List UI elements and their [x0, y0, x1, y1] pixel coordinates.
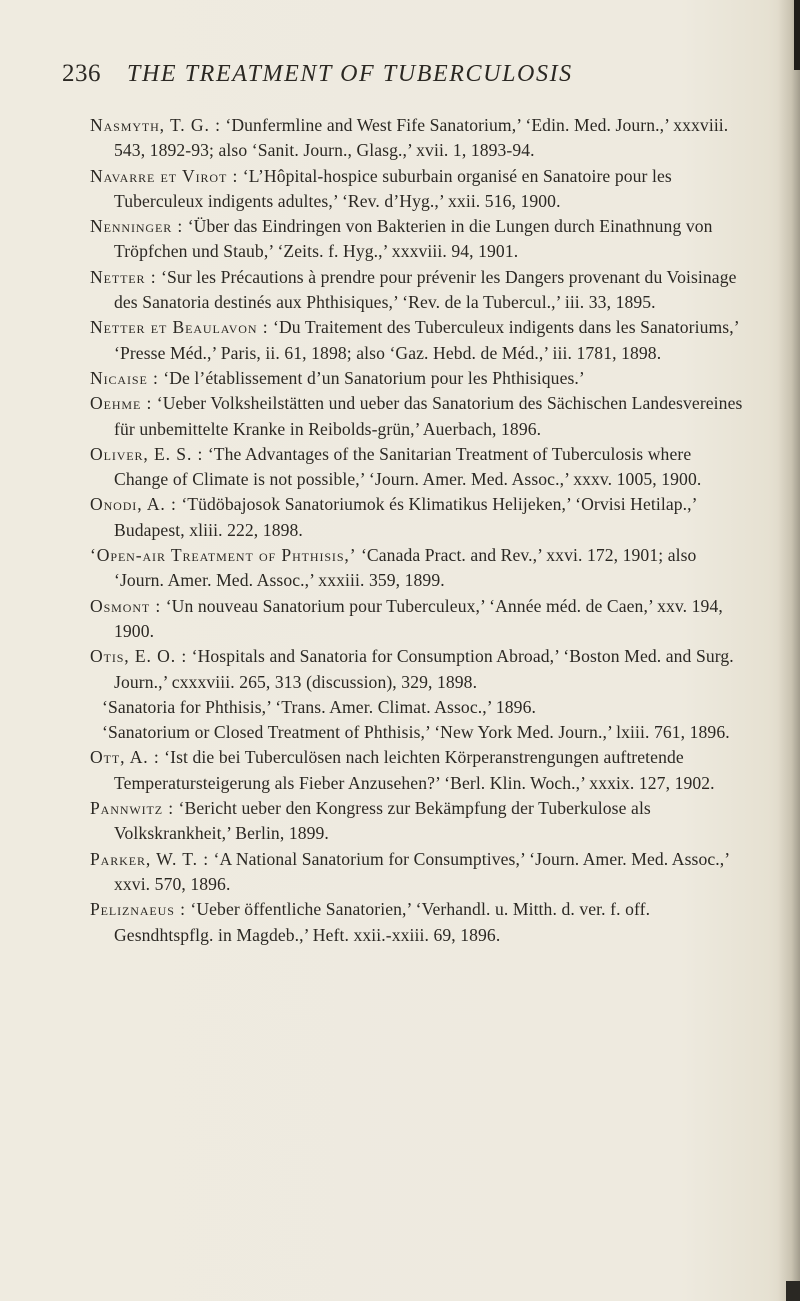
running-head: THE TREATMENT OF TUBERCULOSIS — [127, 61, 573, 87]
bibliography-entry — [90, 644, 750, 695]
entry-reference: ‘Hospitals and Sanatoria for Consumption Abroad,’ ‘Boston Med. and Surg. Journ.,’ cxxxviii. 265, 313 (discussion), 329, 1898. — [114, 646, 734, 692]
entry-reference: ‘Ueber Volksheilstätten und ueber das Sanatorium des Sächischen Landesvereines für unbemittelte Kranke in Reibolds-grün,’ Auerbach, 1896. — [114, 393, 743, 439]
entry-reference: ‘Du Traitement des Tuberculeux indigents dans les Sanatoriums,’ ‘Presse Méd.,’ Paris, ii. 61, 1898; also ‘Gaz. Hebd. de Méd.,’ iii. 1781, 1898. — [114, 317, 739, 363]
entry-author: Ott, A. : — [90, 747, 160, 768]
entry-reference: ‘Sanatorium or Closed Treatment of Phthisis,’ ‘New York Med. Journ.,’ lxiii. 761, 1896. — [102, 722, 730, 743]
entry-author: Otis, E. O. : — [90, 646, 188, 667]
bibliography-entry — [90, 214, 750, 265]
entry-reference: ‘Über das Eindringen von Bakterien in die Lungen durch Einathnung von Tröpfchen und Staub,’ ‘Zeits. f. Hyg.,’ xxxviii. 94, 1901. — [114, 216, 713, 262]
entry-author: Nicaise : — [90, 367, 159, 388]
entry-reference: ‘Ueber öffentliche Sanatorien,’ ‘Verhandl. u. Mitth. d. ver. f. off. Gesndhtspflg. in Magdeb.,’ Heft. xxii.-xxiii. 69, 1896. — [114, 899, 651, 945]
entry-author: Peliznaeus : — [90, 899, 186, 920]
bibliography-entry — [90, 366, 750, 391]
bibliography-entry — [90, 543, 750, 594]
bibliography-entry — [90, 315, 750, 366]
entry-author: Navarre et Virot : — [90, 165, 239, 186]
entry-reference: ‘De l’établissement d’un Sanatorium pour les Phthisiques.’ — [158, 367, 585, 388]
entry-reference: ‘The Advantages of the Sanitarian Treatment of Tuberculosis where Change of Climate is not possible,’ ‘Journ. Amer. Med. Assoc.,’ xxxv. 1005, 1900. — [114, 443, 702, 490]
entry-reference: ‘Un nouveau Sanatorium pour Tuberculeux,’ ‘Année méd. de Caen,’ xxv. 194, 1900. — [114, 595, 723, 641]
bibliography-entry — [90, 720, 750, 745]
entry-author: Osmont : — [90, 595, 162, 616]
entry-reference: ‘Bericht ueber den Kongress zur Bekämpfung der Tuberkulose als Volkskrankheit,’ Berlin, 1899. — [114, 798, 651, 844]
bibliography-entry — [90, 265, 750, 316]
entry-reference: ‘Sanatoria for Phthisis,’ ‘Trans. Amer. Climat. Assoc.,’ 1896. — [102, 696, 536, 717]
bibliography-entry — [90, 745, 750, 796]
bibliography-list — [90, 113, 750, 948]
entry-reference: ‘Dunfermline and West Fife Sanatorium,’ ‘Edin. Med. Journ.,’ xxxviii. 543, 1892-93; also ‘Sanit. Journ., Glasg.,’ xvii. 1, 1893-94. — [114, 115, 729, 161]
page-edge-shadow — [778, 0, 800, 1301]
entry-author: Netter et Beaulavon : — [90, 317, 269, 338]
page-edge-top-shadow — [794, 0, 800, 70]
entry-author: Netter : — [90, 266, 157, 287]
page-header — [62, 60, 573, 100]
entry-author: ‘Open-air Treatment of Phthisis,’ — [90, 545, 357, 566]
entry-reference: ‘Sur les Précautions à prendre pour prévenir les Dangers provenant du Voisinage des Sanatoria destinés aux Phthisiques,’ ‘Rev. de la Tubercul.,’ iii. 33, 1895. — [114, 266, 737, 313]
entry-reference: ‘L’Hôpital-hospice suburbain organisé en Sanatoire pour les Tuberculeux indigents adultes,’ ‘Rev. d’Hyg.,’ xxii. 516, 1900. — [114, 165, 672, 211]
bibliography-entry — [90, 796, 750, 847]
page-edge-bottom-shadow — [786, 1281, 800, 1301]
bibliography-entry — [90, 594, 750, 645]
bibliography-entry — [90, 442, 750, 493]
entry-reference: ‘A National Sanatorium for Consumptives,’ ‘Journ. Amer. Med. Assoc.,’ xxvi. 570, 1896. — [114, 848, 729, 894]
bibliography-entry — [90, 897, 750, 948]
bibliography-entry — [90, 695, 750, 720]
bibliography-entry — [90, 847, 750, 898]
page-number: 236 — [62, 60, 101, 87]
entry-author: Oliver, E. S. : — [90, 443, 204, 464]
bibliography-entry — [90, 391, 750, 442]
bibliography-entry — [90, 113, 750, 164]
bibliography-entry — [90, 164, 750, 215]
entry-author: Nenninger : — [90, 216, 184, 237]
entry-author: Onodi, A. : — [90, 494, 177, 515]
entry-reference: ‘Ist die bei Tuberculösen nach leichten Körperanstrengungen auftretende Temperatursteigerung als Fieber Anzusehen?’ ‘Berl. Klin. Woch.,’ xxxix. 127, 1902. — [114, 747, 715, 793]
entry-author: Pannwitz : — [90, 798, 175, 819]
bibliography-entry — [90, 492, 750, 543]
entry-reference: ‘Canada Pract. and Rev.,’ xxvi. 172, 1901; also ‘Journ. Amer. Med. Assoc.,’ xxxiii. 359, 1899. — [114, 545, 697, 591]
entry-author: Nasmyth, T. G. : — [90, 115, 221, 135]
entry-author: Oehme : — [90, 393, 153, 414]
entry-reference: ‘Tüdöbajosok Sanatoriumok és Klimatikus Helijeken,’ ‘Orvisi Hetilap.,’ Budapest, xliii. 222, 1898. — [114, 494, 697, 540]
entry-author: Parker, W. T. : — [90, 848, 210, 869]
